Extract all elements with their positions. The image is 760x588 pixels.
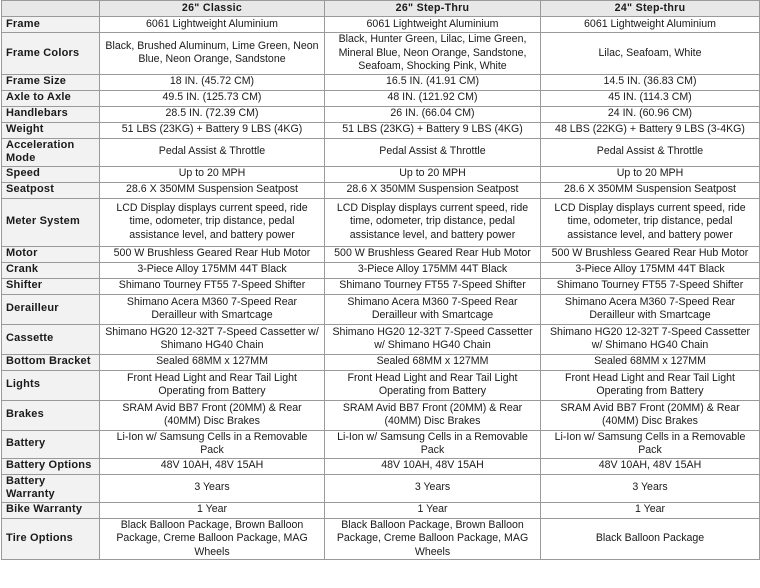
- spec-value-26-classic: 28.6 X 350MM Suspension Seatpost: [100, 182, 325, 198]
- spec-value-26-classic: 1 Year: [100, 502, 325, 518]
- spec-row: [2, 354, 760, 370]
- spec-row-label: Bottom Bracket: [2, 354, 100, 370]
- spec-value-26-classic: Pedal Assist & Throttle: [100, 138, 325, 166]
- spec-row: [2, 278, 760, 294]
- spec-row: [2, 122, 760, 138]
- spec-row-label: Battery Options: [2, 458, 100, 474]
- spec-value-26-classic: Black Balloon Package, Brown Balloon Package, Creme Balloon Package, MAG Wheels: [100, 518, 325, 560]
- spec-row: [2, 33, 760, 75]
- spec-value-24-step-thru: Front Head Light and Rear Tail Light Operating from Battery: [541, 370, 760, 400]
- spec-row-label: Battery Warranty: [2, 474, 100, 502]
- spec-value-26-classic: Sealed 68MM x 127MM: [100, 354, 325, 370]
- spec-value-24-step-thru: 3 Years: [541, 474, 760, 502]
- spec-row: [2, 166, 760, 182]
- spec-row-label: Frame Size: [2, 74, 100, 90]
- spec-row: [2, 430, 760, 458]
- spec-row-label: Shifter: [2, 278, 100, 294]
- spec-value-26-classic: Shimano Tourney FT55 7-Speed Shifter: [100, 278, 325, 294]
- spec-value-26-step-thru: Shimano HG20 12-32T 7-Speed Cassetter w/ Shimano HG40 Chain: [325, 324, 541, 354]
- spec-row: [2, 294, 760, 324]
- spec-row: [2, 474, 760, 502]
- spec-row: [2, 90, 760, 106]
- spec-row-label: Cassette: [2, 324, 100, 354]
- spec-value-24-step-thru: LCD Display displays current speed, ride time, odometer, trip distance, pedal assistance level, and battery power: [541, 198, 760, 246]
- spec-value-24-step-thru: SRAM Avid BB7 Front (20MM) & Rear (40MM) Disc Brakes: [541, 400, 760, 430]
- spec-value-26-classic: Shimano HG20 12-32T 7-Speed Cassetter w/ Shimano HG40 Chain: [100, 324, 325, 354]
- spec-row-label: Bike Warranty: [2, 502, 100, 518]
- spec-value-26-classic: 6061 Lightweight Aluminium: [100, 17, 325, 33]
- spec-row: [2, 324, 760, 354]
- spec-table: [1, 0, 760, 560]
- spec-row-label: Lights: [2, 370, 100, 400]
- spec-value-26-step-thru: Sealed 68MM x 127MM: [325, 354, 541, 370]
- spec-row: [2, 182, 760, 198]
- spec-value-24-step-thru: 6061 Lightweight Aluminium: [541, 17, 760, 33]
- spec-value-26-step-thru: 3-Piece Alloy 175MM 44T Black: [325, 262, 541, 278]
- spec-value-26-classic: 28.5 IN. (72.39 CM): [100, 106, 325, 122]
- spec-value-26-step-thru: 16.5 IN. (41.91 CM): [325, 74, 541, 90]
- column-header-26-classic: 26" Classic: [100, 1, 325, 17]
- spec-value-26-classic: 500 W Brushless Geared Rear Hub Motor: [100, 246, 325, 262]
- spec-row-label: Derailleur: [2, 294, 100, 324]
- spec-value-24-step-thru: 48 LBS (22KG) + Battery 9 LBS (3-4KG): [541, 122, 760, 138]
- spec-value-26-step-thru: Front Head Light and Rear Tail Light Operating from Battery: [325, 370, 541, 400]
- spec-value-26-classic: Front Head Light and Rear Tail Light Operating from Battery: [100, 370, 325, 400]
- spec-value-24-step-thru: Shimano HG20 12-32T 7-Speed Cassetter w/ Shimano HG40 Chain: [541, 324, 760, 354]
- spec-value-26-classic: Li-Ion w/ Samsung Cells in a Removable Pack: [100, 430, 325, 458]
- spec-value-26-step-thru: 28.6 X 350MM Suspension Seatpost: [325, 182, 541, 198]
- spec-value-26-step-thru: 26 IN. (66.04 CM): [325, 106, 541, 122]
- spec-value-26-classic: LCD Display displays current speed, ride time, odometer, trip distance, pedal assistance level, and battery power: [100, 198, 325, 246]
- spec-row-label: Acceleration Mode: [2, 138, 100, 166]
- spec-row: [2, 17, 760, 33]
- spec-value-24-step-thru: 14.5 IN. (36.83 CM): [541, 74, 760, 90]
- spec-value-26-classic: 49.5 IN. (125.73 CM): [100, 90, 325, 106]
- spec-row-label: Axle to Axle: [2, 90, 100, 106]
- spec-row: [2, 106, 760, 122]
- spec-value-26-step-thru: Black, Hunter Green, Lilac, Lime Green, Mineral Blue, Neon Orange, Sandstone, Seafoam, Shocking Pink, White: [325, 33, 541, 75]
- spec-row: [2, 370, 760, 400]
- spec-row: [2, 246, 760, 262]
- spec-value-26-step-thru: 500 W Brushless Geared Rear Hub Motor: [325, 246, 541, 262]
- spec-row-label: Frame: [2, 17, 100, 33]
- spec-row-label: Crank: [2, 262, 100, 278]
- spec-value-24-step-thru: Lilac, Seafoam, White: [541, 33, 760, 75]
- spec-value-24-step-thru: 45 IN. (114.3 CM): [541, 90, 760, 106]
- spec-row-label: Tire Options: [2, 518, 100, 560]
- spec-row-label: Speed: [2, 166, 100, 182]
- spec-value-26-step-thru: Shimano Acera M360 7-Speed Rear Derailleur with Smartcage: [325, 294, 541, 324]
- spec-row: [2, 400, 760, 430]
- spec-value-26-step-thru: Pedal Assist & Throttle: [325, 138, 541, 166]
- column-header-26-step-thru: 26" Step-Thru: [325, 1, 541, 17]
- spec-value-26-classic: Shimano Acera M360 7-Speed Rear Derailleur with Smartcage: [100, 294, 325, 324]
- spec-value-24-step-thru: Shimano Acera M360 7-Speed Rear Derailleur with Smartcage: [541, 294, 760, 324]
- spec-value-26-step-thru: 48V 10AH, 48V 15AH: [325, 458, 541, 474]
- spec-value-26-step-thru: 1 Year: [325, 502, 541, 518]
- spec-value-24-step-thru: Sealed 68MM x 127MM: [541, 354, 760, 370]
- spec-row-label: Motor: [2, 246, 100, 262]
- spec-value-24-step-thru: 28.6 X 350MM Suspension Seatpost: [541, 182, 760, 198]
- spec-value-26-step-thru: SRAM Avid BB7 Front (20MM) & Rear (40MM) Disc Brakes: [325, 400, 541, 430]
- spec-value-26-classic: 3-Piece Alloy 175MM 44T Black: [100, 262, 325, 278]
- spec-value-26-classic: Up to 20 MPH: [100, 166, 325, 182]
- spec-value-26-classic: 18 IN. (45.72 CM): [100, 74, 325, 90]
- header-row: [2, 1, 760, 17]
- spec-row-label: Handlebars: [2, 106, 100, 122]
- spec-value-26-step-thru: Up to 20 MPH: [325, 166, 541, 182]
- spec-value-26-step-thru: Li-Ion w/ Samsung Cells in a Removable Pack: [325, 430, 541, 458]
- spec-value-24-step-thru: Up to 20 MPH: [541, 166, 760, 182]
- column-header-24-step-thru: 24" Step-thru: [541, 1, 760, 17]
- spec-row-label: Weight: [2, 122, 100, 138]
- spec-value-26-step-thru: 3 Years: [325, 474, 541, 502]
- spec-value-26-step-thru: 6061 Lightweight Aluminium: [325, 17, 541, 33]
- spec-value-24-step-thru: Pedal Assist & Throttle: [541, 138, 760, 166]
- spec-value-26-classic: 3 Years: [100, 474, 325, 502]
- spec-row-label: Seatpost: [2, 182, 100, 198]
- spec-value-24-step-thru: 1 Year: [541, 502, 760, 518]
- spec-value-26-classic: 48V 10AH, 48V 15AH: [100, 458, 325, 474]
- spec-value-26-step-thru: Black Balloon Package, Brown Balloon Package, Creme Balloon Package, MAG Wheels: [325, 518, 541, 560]
- spec-row: [2, 262, 760, 278]
- corner-header-cell: [2, 1, 100, 17]
- spec-value-26-classic: SRAM Avid BB7 Front (20MM) & Rear (40MM) Disc Brakes: [100, 400, 325, 430]
- spec-row-label: Battery: [2, 430, 100, 458]
- spec-value-24-step-thru: Shimano Tourney FT55 7-Speed Shifter: [541, 278, 760, 294]
- spec-table-body: [2, 17, 760, 560]
- spec-row-label: Meter System: [2, 198, 100, 246]
- spec-value-24-step-thru: 3-Piece Alloy 175MM 44T Black: [541, 262, 760, 278]
- spec-row: [2, 518, 760, 560]
- spec-value-24-step-thru: Li-Ion w/ Samsung Cells in a Removable Pack: [541, 430, 760, 458]
- spec-value-26-step-thru: 51 LBS (23KG) + Battery 9 LBS (4KG): [325, 122, 541, 138]
- spec-value-26-step-thru: LCD Display displays current speed, ride time, odometer, trip distance, pedal assistance level, and battery power: [325, 198, 541, 246]
- spec-row-label: Brakes: [2, 400, 100, 430]
- spec-value-24-step-thru: 500 W Brushless Geared Rear Hub Motor: [541, 246, 760, 262]
- spec-value-26-classic: Black, Brushed Aluminum, Lime Green, Neon Blue, Neon Orange, Sandstone: [100, 33, 325, 75]
- spec-row-label: Frame Colors: [2, 33, 100, 75]
- spec-row: [2, 138, 760, 166]
- spec-value-24-step-thru: 24 IN. (60.96 CM): [541, 106, 760, 122]
- spec-value-24-step-thru: Black Balloon Package: [541, 518, 760, 560]
- spec-value-24-step-thru: 48V 10AH, 48V 15AH: [541, 458, 760, 474]
- spec-value-26-classic: 51 LBS (23KG) + Battery 9 LBS (4KG): [100, 122, 325, 138]
- spec-row: [2, 502, 760, 518]
- spec-value-26-step-thru: Shimano Tourney FT55 7-Speed Shifter: [325, 278, 541, 294]
- spec-row: [2, 458, 760, 474]
- spec-row: [2, 198, 760, 246]
- spec-value-26-step-thru: 48 IN. (121.92 CM): [325, 90, 541, 106]
- spec-row: [2, 74, 760, 90]
